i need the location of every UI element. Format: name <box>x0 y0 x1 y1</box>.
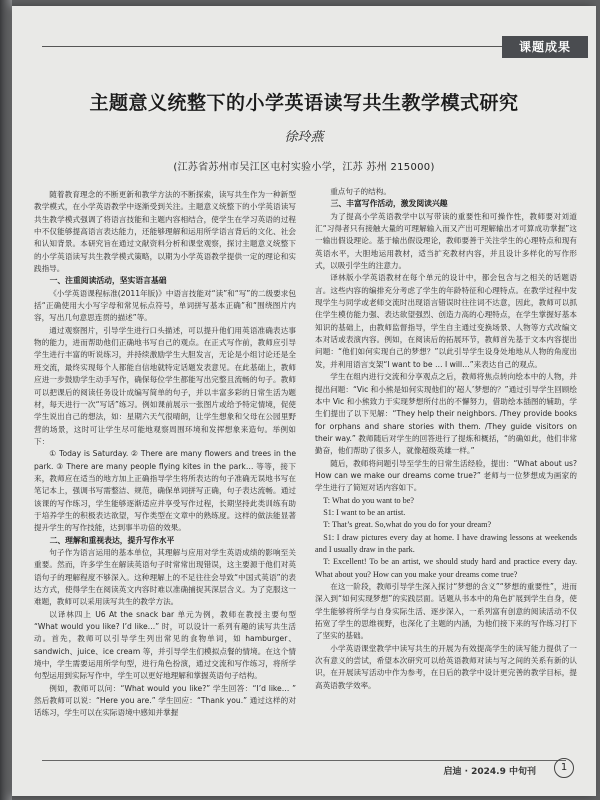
paragraph: 例如，教师可以问：“What would you like?” 学生回答：“I’d like… ” 然后教师可以说：“Here you are.” 学生回应：“Thank you.” 通过这样的对话练习，学生可以在实际语境中感知并掌握 <box>34 683 296 718</box>
paragraph: 重点句子的结构。 <box>330 187 391 196</box>
paragraph: 《小学英语课程标准(2011年版)》中语言技能对“读”和“写”的二级要求包括“正确使用大小写字母和常见标点符号，单词拼写基本正确”和“围绕图片内容，写出几句意思连贯的描述”等。 <box>34 288 296 323</box>
article-title: 主题意义统整下的小学英语读写共生教学模式研究 <box>89 92 519 114</box>
dialogue-line: T: What do you want to be? <box>323 495 415 505</box>
section-heading: 一、注重阅读活动，坚实语言基础 <box>49 276 167 286</box>
paragraph: 随后，教师将问题引导至学生的日常生活经验，提出：“What about us? How can we make our dreams come true?” 老师与一位梦想成为画家的学生进行了简短对话内容如下。 <box>315 458 577 493</box>
page-number: 1 <box>554 758 574 778</box>
author-name: 徐玲燕 <box>284 130 324 145</box>
author-affiliation: (江苏省苏州市吴江区屯村实验小学，江苏 苏州 215000) <box>173 162 435 173</box>
section-heading: 二、理解和重视表达，提升写作水平 <box>49 535 175 545</box>
right-column <box>315 186 577 692</box>
paragraph: 句子作为语言运用的基本单位，其理解与应用对学生英语成绩的影响至关重要。然而，许多学生在解读英语句子时常常出现错误，这主要源于他们对英语句子的理解程度不够深入。这种理解上的不足往往会导致“中国式英语”的表达方式，使得学生在阅读英文内容时难以准确捕捉其深层含义。为了克服这一难题，教师可以采用读写共生的教学方法。 <box>34 547 296 607</box>
journal-page <box>12 6 596 796</box>
paragraph: 以译林四上 U6 At the snack bar 单元为例，教师在教授主要句型 “What would you like? I’d like…” 时，可以设计一系列有趣的读写共生活动。首先，教师可以引导学生列出常见的食物单词，如 hamburger、sandwich、juice、ice cream 等，并引导学生们模拟点餐的情境。在这个情境中，学生需要运用所学句型，进行角色扮演，通过交流和写作练习，将所学句型运用到实际写作中，学生可以更好地理解和掌握英语句子结构。 <box>34 609 296 681</box>
dialogue-line: T: That’s great. So,what do you do for your dream? <box>323 520 492 530</box>
paragraph: ① Today is Saturday. ② There are many flowers and trees in the park. ③ There are many people flying kites in the park… 等等，接下来，教师应在适当的地方加上正确指导学生将所表达的句子准确无误地书写在笔记本上，强调书写需整洁、规范，确保单词拼写正确，句子表达流畅。通过该课的写作练习，学生能够逐渐适应并享受写作过程，长期坚持此类训练有助于培养学生的积极表达欲望，写作类型在文章中的熟练度。这样的做法能显著提升学生的写作技能，达到事半功倍的效果。 <box>34 449 296 533</box>
left-column <box>34 189 296 720</box>
journal-footer: 启迪 · 2024.9 中旬刊 <box>443 767 536 777</box>
paragraph: 在这一阶段，教师引导学生深入探讨“梦想的含义”“梦想的重要性”，进而深入到“如何实现梦想”的实践层面。话题从书本中的角色扩展到学生自身，使学生能够将所学与自身实际生活、逐步深入，一系列富有创意的阅读活动不仅拓宽了学生的思维视野，也深化了主题的内涵，为他们接下来的写作练习打下了坚实的基础。 <box>315 582 577 641</box>
header-rule <box>42 46 502 47</box>
section-heading: 三、丰富写作活动，激发阅读兴趣 <box>330 199 448 209</box>
paragraph: 小学英语课堂教学中读写共生的开展为有效提高学生的读写能力提供了一次有意义的尝试，希望本次研究可以给英语教师对读与写之间的关系有新的认识，在开展读写活动中作为参考，在日后的教学中设计更完善的教学目标，提高英语教学效率。 <box>315 643 577 690</box>
book-spine-shadow <box>0 0 12 800</box>
paragraph: 译林版小学英语教材在每个单元的设计中，都会包含与之相关的话题语言。这些内容的编排充分考虑了学生的年龄特征和心理特点。在教学过程中发现学生与同学或老师交流时出现语言错误时往往词不达意，因此，教师可以抓住学生模仿能力强、表达欲望强烈、创造力高的心理特点，在学生掌握好基本知识的基础上，由教师监督指导，学生自主通过变换场景、人物等方式改编文本对话或表演内容。例如，在阅读后的拓展环节，教师首先基于文本内容提出问题：“他们如何实现自己的梦想？”以此引导学生设身处地地从人物的角度出发，并利用语言支架“I want to be … I will…”来表达自己的观点。 <box>315 273 577 369</box>
dialogue-line: T: Excellent! To be an artist, we should study hard and practice every day. What about you? How can you make your dreams come true? <box>315 557 577 579</box>
paragraph: 为了提高小学英语教学中以写带读的重要性和可操作性，教师要对刘道汇“习得者只有接触大量的可理解输入而又产出可理解输出才可算成功掌握”这一输出假设理论。基于输出假设理论，教师要善于关注学生的心理特点和现有英语水平，大胆地运用教材，适当扩充教材内容，并且设计多样化的写作形式，以吸引学生的注意力。 <box>315 211 577 271</box>
footer-rule <box>42 760 566 761</box>
dialogue-line: S1: I draw pictures every day at home. I have drawing lessons at weekends and I usually draw in the park. <box>315 532 577 554</box>
paragraph: 学生在组内进行交流和分享观点之后，教师将焦点转向绘本中的人物，并提出问题：“Vic 和小熊是如何实现他们的‘超人’梦想的？”通过引导学生回顾绘本中 Vic 和小熊致力于实现梦想所付出的不懈努力，借助绘本插图的辅助，学生们提出了以下见解：“They help their neighbors. /They provide books for orphans and share stories with them. /They guide visitors on their way.” 教师随后对学生的回答进行了提炼和概括，“的确如此，他们非常勤奋，他们帮助了很多人，就像超级英雄一样。” <box>315 372 577 456</box>
paragraph: 通过观察图片，引导学生进行口头描述，可以提升他们用英语准确表达事物的能力，进而帮助他们正确地书写自己的观点。在正式写作前，教师应引导学生进行丰富的听说练习，并持续激励学生大胆发言，无论是小组讨论还是全班交流，最终实现每个人都能自信地就特定话题发表意见。在此基础上，教师应进一步鼓励学生动手写作，确保每位学生都能写出完整且流畅的句子。教师可以把课后的阅读任务设计成编写简单的句子，并以丰富多彩的日常生活为题材，每天进行一次“写话”练习。例如课前展示一张图片或给予特定情境，促使学生说出自己的想法，如：星期六天气很晴朗，让学生想象和父母在公园里野营的场景，这时可让学生尽可能地观察周围环境和发挥想象来造句。举例如下： <box>34 325 296 446</box>
section-tag: 课题成果 <box>502 36 588 58</box>
paragraph: 随着教育理念的不断更新和教学方法的不断探索，读写共生作为一种新型教学模式，在小学英语教学中逐渐受到关注。主题意义统整下的小学英语读写共生教学模式强调了将语言技能和主题内容相结合，使学生在学习英语的过程中不仅能够提高语言表达能力，还能够理解和运用所学语言背后的文化、社会和认知背景。本研究旨在通过文献资料分析和课堂观察，探讨主题意义统整下的小学英语读写共生教学模式策略，以期为小学英语教学提供一定的理论和实践指导。 <box>34 190 296 274</box>
dialogue-line: S1: I want to be an artist. <box>323 507 406 517</box>
